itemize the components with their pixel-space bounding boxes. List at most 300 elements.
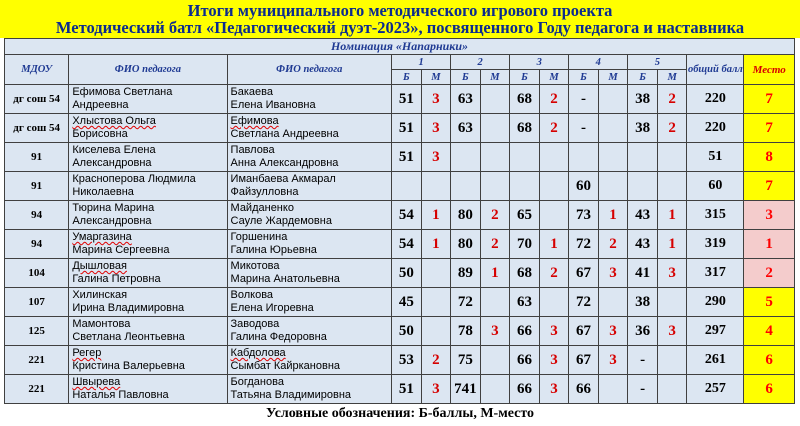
score-m-cell (539, 201, 569, 230)
score-b: 63 (457, 90, 473, 107)
teacher-1-line-1: Хилинская (72, 289, 128, 301)
score-b-cell (569, 317, 599, 346)
place-cell (744, 85, 795, 114)
place-cell (744, 143, 795, 172)
teacher-2-line-1: Майданенко (230, 202, 294, 214)
mdou-label: 221 (28, 383, 45, 395)
score-m-cell (598, 114, 628, 143)
score-m-cell (421, 259, 451, 288)
mdou-cell (5, 375, 69, 404)
score-b-cell (510, 375, 540, 404)
teacher-1-cell (69, 230, 227, 259)
score-b-cell (451, 259, 481, 288)
score-m: 2 (668, 119, 676, 136)
place-value: 1 (765, 235, 773, 252)
score-b: 67 (576, 351, 592, 368)
mdou-label: 221 (28, 354, 45, 366)
mdou-label: дг сош 54 (13, 122, 61, 134)
score-m: 3 (432, 119, 440, 136)
total-score: 220 (704, 91, 726, 106)
title-line-1: Итоги муниципального методического игрового проекта (187, 1, 613, 20)
teacher-1-line-2: Марина Сергеевна (72, 244, 170, 256)
teacher-2-line-2: Светлана Андреевна (230, 128, 339, 140)
score-b: 68 (516, 264, 532, 281)
score-m: 3 (550, 351, 558, 368)
score-b-cell (510, 317, 540, 346)
place-cell (744, 230, 795, 259)
score-b: 43 (635, 206, 651, 223)
score-m-cell (598, 346, 628, 375)
place-value: 8 (765, 148, 773, 165)
teacher-1-line-2: Наталья Павловна (72, 389, 169, 401)
score-m-cell (598, 201, 628, 230)
score-m-cell (657, 259, 687, 288)
score-b: 75 (457, 351, 473, 368)
score-b: 38 (635, 90, 651, 107)
place-cell (744, 288, 795, 317)
teacher-2-line-1: Павлова (230, 144, 275, 156)
teacher-1-line-1: Швырева (72, 376, 121, 388)
score-b-cell (628, 230, 658, 259)
score-b-cell (451, 172, 481, 201)
score-b-cell (628, 317, 658, 346)
total-cell (687, 143, 744, 172)
teacher-2-line-2: Елена Ивановна (230, 99, 316, 111)
total-score: 51 (708, 149, 723, 164)
mdou-cell (5, 172, 69, 201)
teacher-1-line-2: Ирина Владимировна (72, 302, 185, 314)
teacher-2-line-1: Бакаева (230, 86, 273, 98)
score-m-cell (657, 172, 687, 201)
header-round-2: 2 (451, 55, 510, 70)
score-m: 3 (550, 380, 558, 397)
score-b-cell (392, 230, 422, 259)
teacher-2-line-2: Файзулловна (230, 186, 299, 198)
table-row (5, 230, 795, 259)
table-row (5, 143, 795, 172)
score-m-cell (539, 230, 569, 259)
teacher-2-cell (227, 230, 392, 259)
mdou-cell (5, 346, 69, 375)
score-m-cell (480, 143, 510, 172)
mdou-cell (5, 259, 69, 288)
score-m-cell (421, 230, 451, 259)
teacher-1-cell (69, 172, 227, 201)
score-m: 3 (432, 380, 440, 397)
score-m: 3 (491, 322, 499, 339)
total-cell (687, 317, 744, 346)
header-m: М (480, 70, 510, 85)
score-m: 3 (609, 322, 617, 339)
score-m: 2 (550, 264, 558, 281)
score-b-cell (392, 143, 422, 172)
score-m-cell (539, 288, 569, 317)
score-m: 2 (668, 90, 676, 107)
score-m: 3 (550, 322, 558, 339)
score-b: 51 (398, 380, 414, 397)
score-b-cell (510, 143, 540, 172)
score-m-cell (657, 346, 687, 375)
score-m-cell (598, 172, 628, 201)
teacher-1-line-2: Светлана Леонтьевна (72, 331, 185, 343)
score-m: 2 (550, 119, 558, 136)
score-m-cell (657, 230, 687, 259)
score-m: 2 (432, 351, 440, 368)
score-b-cell (569, 201, 599, 230)
score-m-cell (480, 288, 510, 317)
teacher-1-line-2: Николаевна (72, 186, 134, 198)
mdou-label: 94 (31, 238, 43, 250)
place-value: 7 (765, 177, 773, 194)
score-b-cell (510, 230, 540, 259)
score-m-cell (657, 143, 687, 172)
header-round-5: 5 (628, 55, 687, 70)
score-b: 51 (398, 90, 414, 107)
teacher-1-cell (69, 288, 227, 317)
score-b-cell (510, 172, 540, 201)
teacher-2-line-1: Иманбаева Акмарал (230, 173, 336, 185)
total-score: 261 (704, 352, 726, 367)
score-b: 80 (457, 206, 473, 223)
score-b-cell (569, 259, 599, 288)
score-b: 63 (457, 119, 473, 136)
mdou-label: 107 (28, 296, 45, 308)
score-b-cell (569, 143, 599, 172)
teacher-2-line-1: Богданова (230, 376, 284, 388)
score-m: 2 (550, 90, 558, 107)
mdou-cell (5, 230, 69, 259)
teacher-2-line-1: Микотова (230, 260, 280, 272)
score-m-cell (480, 346, 510, 375)
mdou-cell (5, 201, 69, 230)
score-b: 67 (576, 322, 592, 339)
score-b-cell (569, 346, 599, 375)
mdou-label: 125 (28, 325, 45, 337)
score-m-cell (657, 201, 687, 230)
score-m: 3 (432, 90, 440, 107)
header-round-4: 4 (569, 55, 628, 70)
table-row (5, 375, 795, 404)
score-m: 1 (432, 235, 440, 252)
total-score: 319 (704, 236, 726, 251)
teacher-2-line-2: Анна Александровна (230, 157, 339, 169)
score-m: 1 (432, 206, 440, 223)
score-m-cell (480, 317, 510, 346)
teacher-2-cell (227, 201, 392, 230)
score-b: 72 (576, 235, 592, 252)
header-place: Место (744, 55, 795, 85)
teacher-1-cell (69, 85, 227, 114)
score-b-cell (510, 288, 540, 317)
title-banner (0, 0, 800, 38)
score-b-cell (392, 346, 422, 375)
mdou-cell (5, 85, 69, 114)
mdou-label: дг сош 54 (13, 93, 61, 105)
total-score: 220 (704, 120, 726, 135)
score-b-cell (510, 201, 540, 230)
score-b: 41 (635, 264, 651, 281)
score-m-cell (598, 317, 628, 346)
teacher-1-line-2: Кристина Валерьевна (72, 360, 185, 372)
score-m: 1 (609, 206, 617, 223)
score-m-cell (421, 143, 451, 172)
score-b: 66 (516, 380, 532, 397)
score-b-cell (451, 230, 481, 259)
score-b: 68 (516, 119, 532, 136)
score-b-cell (451, 317, 481, 346)
total-score: 297 (704, 323, 726, 338)
header-b: Б (628, 70, 658, 85)
score-m-cell (598, 375, 628, 404)
teacher-2-line-2: Сымбат Кайркановна (230, 360, 341, 372)
teacher-2-cell (227, 259, 392, 288)
place-value: 6 (765, 380, 773, 397)
teacher-2-cell (227, 317, 392, 346)
header-round-3: 3 (510, 55, 569, 70)
teacher-2-cell (227, 114, 392, 143)
score-b-cell (392, 114, 422, 143)
place-value: 5 (765, 293, 773, 310)
score-m-cell (657, 85, 687, 114)
score-b: 66 (576, 380, 592, 397)
total-cell (687, 288, 744, 317)
score-m-cell (480, 230, 510, 259)
place-cell (744, 114, 795, 143)
total-score: 290 (704, 294, 726, 309)
header-total: общий балл (687, 55, 744, 85)
total-cell (687, 114, 744, 143)
score-m-cell (539, 143, 569, 172)
teacher-1-cell (69, 201, 227, 230)
header-teacher-1: ФИО педагога (69, 55, 227, 85)
teacher-1-line-2: Галина Петровна (72, 273, 161, 285)
score-m-cell (539, 172, 569, 201)
header-b: Б (569, 70, 599, 85)
score-b-cell (451, 201, 481, 230)
header-teacher-2: ФИО педагога (227, 55, 392, 85)
score-b-cell (628, 375, 658, 404)
header-m: М (539, 70, 569, 85)
header-m: М (421, 70, 451, 85)
header-m: М (598, 70, 628, 85)
score-b-cell (510, 346, 540, 375)
score-m-cell (421, 114, 451, 143)
teacher-2-line-2: Елена Игоревна (230, 302, 314, 314)
score-b: 68 (516, 90, 532, 107)
score-b-cell (510, 114, 540, 143)
place-cell (744, 317, 795, 346)
teacher-2-line-2: Марина Анатольевна (230, 273, 340, 285)
total-score: 315 (704, 207, 726, 222)
score-b-cell (392, 172, 422, 201)
score-b: 66 (516, 322, 532, 339)
score-m-cell (421, 346, 451, 375)
teacher-1-cell (69, 259, 227, 288)
score-b: 67 (576, 264, 592, 281)
score-b-cell (392, 85, 422, 114)
score-m: 3 (668, 264, 676, 281)
table-row (5, 346, 795, 375)
teacher-2-line-2: Галина Федоровна (230, 331, 327, 343)
score-b-cell (569, 375, 599, 404)
score-b: - (640, 351, 646, 368)
table-row (5, 288, 795, 317)
score-b: 38 (635, 293, 651, 310)
score-m: 2 (609, 235, 617, 252)
score-b-cell (392, 375, 422, 404)
score-b-cell (628, 114, 658, 143)
table-row (5, 317, 795, 346)
teacher-1-cell (69, 346, 227, 375)
total-score: 317 (704, 265, 726, 280)
score-b-cell (510, 85, 540, 114)
score-b: 70 (516, 235, 532, 252)
teacher-1-line-2: Андреевна (72, 99, 129, 111)
score-b: 53 (398, 351, 414, 368)
score-b: 54 (398, 235, 414, 252)
place-value: 2 (765, 264, 773, 281)
score-b: 38 (635, 119, 651, 136)
score-b: 50 (398, 322, 414, 339)
score-b: 80 (457, 235, 473, 252)
score-b-cell (451, 85, 481, 114)
mdou-cell (5, 288, 69, 317)
table-row (5, 85, 795, 114)
teacher-2-cell (227, 288, 392, 317)
score-b: 51 (398, 148, 414, 165)
total-cell (687, 375, 744, 404)
score-m-cell (480, 375, 510, 404)
teacher-2-line-1: Волкова (230, 289, 274, 301)
score-b: 66 (516, 351, 532, 368)
score-b-cell (451, 346, 481, 375)
score-m-cell (657, 317, 687, 346)
teacher-1-line-1: Тюрина Марина (72, 202, 155, 214)
score-b-cell (628, 288, 658, 317)
title-line-2: Методический батл «Педагогический дуэт-2023», посвященного Году педагога и наставника (55, 18, 745, 37)
score-b: - (581, 90, 587, 107)
score-b-cell (392, 259, 422, 288)
teacher-1-cell (69, 317, 227, 346)
header-mdou: МДОУ (5, 55, 69, 85)
score-b-cell (569, 114, 599, 143)
score-m: 3 (432, 148, 440, 165)
score-b-cell (392, 201, 422, 230)
total-cell (687, 259, 744, 288)
score-m-cell (421, 375, 451, 404)
mdou-label: 91 (31, 180, 43, 192)
teacher-2-line-2: Галина Юрьевна (230, 244, 317, 256)
mdou-cell (5, 114, 69, 143)
header-m: М (657, 70, 687, 85)
score-b: 50 (398, 264, 414, 281)
score-b-cell (451, 143, 481, 172)
score-b: 36 (635, 322, 651, 339)
mdou-cell (5, 317, 69, 346)
place-cell (744, 172, 795, 201)
score-m: 3 (668, 322, 676, 339)
score-m-cell (539, 346, 569, 375)
teacher-1-line-2: Борисовна (72, 128, 128, 140)
total-cell (687, 230, 744, 259)
score-b-cell (628, 346, 658, 375)
teacher-2-line-1: Ефимова (230, 115, 279, 127)
legend: Условные обозначения: Б-баллы, М-место (265, 406, 535, 421)
teacher-1-cell (69, 114, 227, 143)
score-m-cell (598, 143, 628, 172)
teacher-1-line-1: Хлыстова Ольга (72, 115, 156, 127)
teacher-1-line-1: Ефимова Светлана (72, 86, 173, 98)
score-m-cell (657, 288, 687, 317)
score-m-cell (421, 201, 451, 230)
score-m-cell (598, 288, 628, 317)
score-m-cell (539, 259, 569, 288)
score-m-cell (598, 259, 628, 288)
total-score: 257 (704, 381, 726, 396)
teacher-2-line-2: Татьяна Владимировна (230, 389, 352, 401)
teacher-1-line-1: Киселева Елена (72, 144, 156, 156)
score-b: 73 (576, 206, 592, 223)
score-m-cell (480, 172, 510, 201)
score-m-cell (539, 85, 569, 114)
score-b-cell (569, 230, 599, 259)
teacher-2-line-1: Заводова (230, 318, 280, 330)
score-b: 72 (457, 293, 473, 310)
score-b-cell (628, 143, 658, 172)
table-row (5, 114, 795, 143)
score-m-cell (421, 172, 451, 201)
teacher-1-line-1: Мамонтова (72, 318, 131, 330)
score-m-cell (598, 85, 628, 114)
teacher-2-cell (227, 375, 392, 404)
teacher-2-line-2: Сауле Жардемовна (230, 215, 332, 227)
score-b-cell (628, 259, 658, 288)
mdou-label: 104 (28, 267, 45, 279)
teacher-2-line-1: Кабдолова (230, 347, 286, 359)
place-value: 6 (765, 351, 773, 368)
table-row (5, 201, 795, 230)
score-b-cell (451, 288, 481, 317)
score-m-cell (657, 375, 687, 404)
score-b-cell (628, 172, 658, 201)
score-m-cell (480, 259, 510, 288)
score-m: 2 (491, 235, 499, 252)
results-table (4, 38, 795, 404)
score-m-cell (539, 317, 569, 346)
score-b: 51 (398, 119, 414, 136)
teacher-1-line-1: Красноперова Людмила (72, 173, 196, 185)
teacher-2-cell (227, 143, 392, 172)
score-b-cell (569, 172, 599, 201)
header-round-1: 1 (392, 55, 451, 70)
table-row (5, 172, 795, 201)
teacher-2-cell (227, 172, 392, 201)
score-b-cell (510, 259, 540, 288)
score-b: 60 (576, 177, 592, 194)
score-m-cell (421, 317, 451, 346)
total-score: 60 (708, 178, 723, 193)
teacher-1-line-2: Александровна (72, 157, 152, 169)
teacher-2-cell (227, 346, 392, 375)
total-cell (687, 201, 744, 230)
score-b: - (640, 380, 646, 397)
score-m: 1 (550, 235, 558, 252)
header-b: Б (510, 70, 540, 85)
mdou-cell (5, 143, 69, 172)
total-cell (687, 85, 744, 114)
score-m-cell (480, 85, 510, 114)
total-cell (687, 346, 744, 375)
